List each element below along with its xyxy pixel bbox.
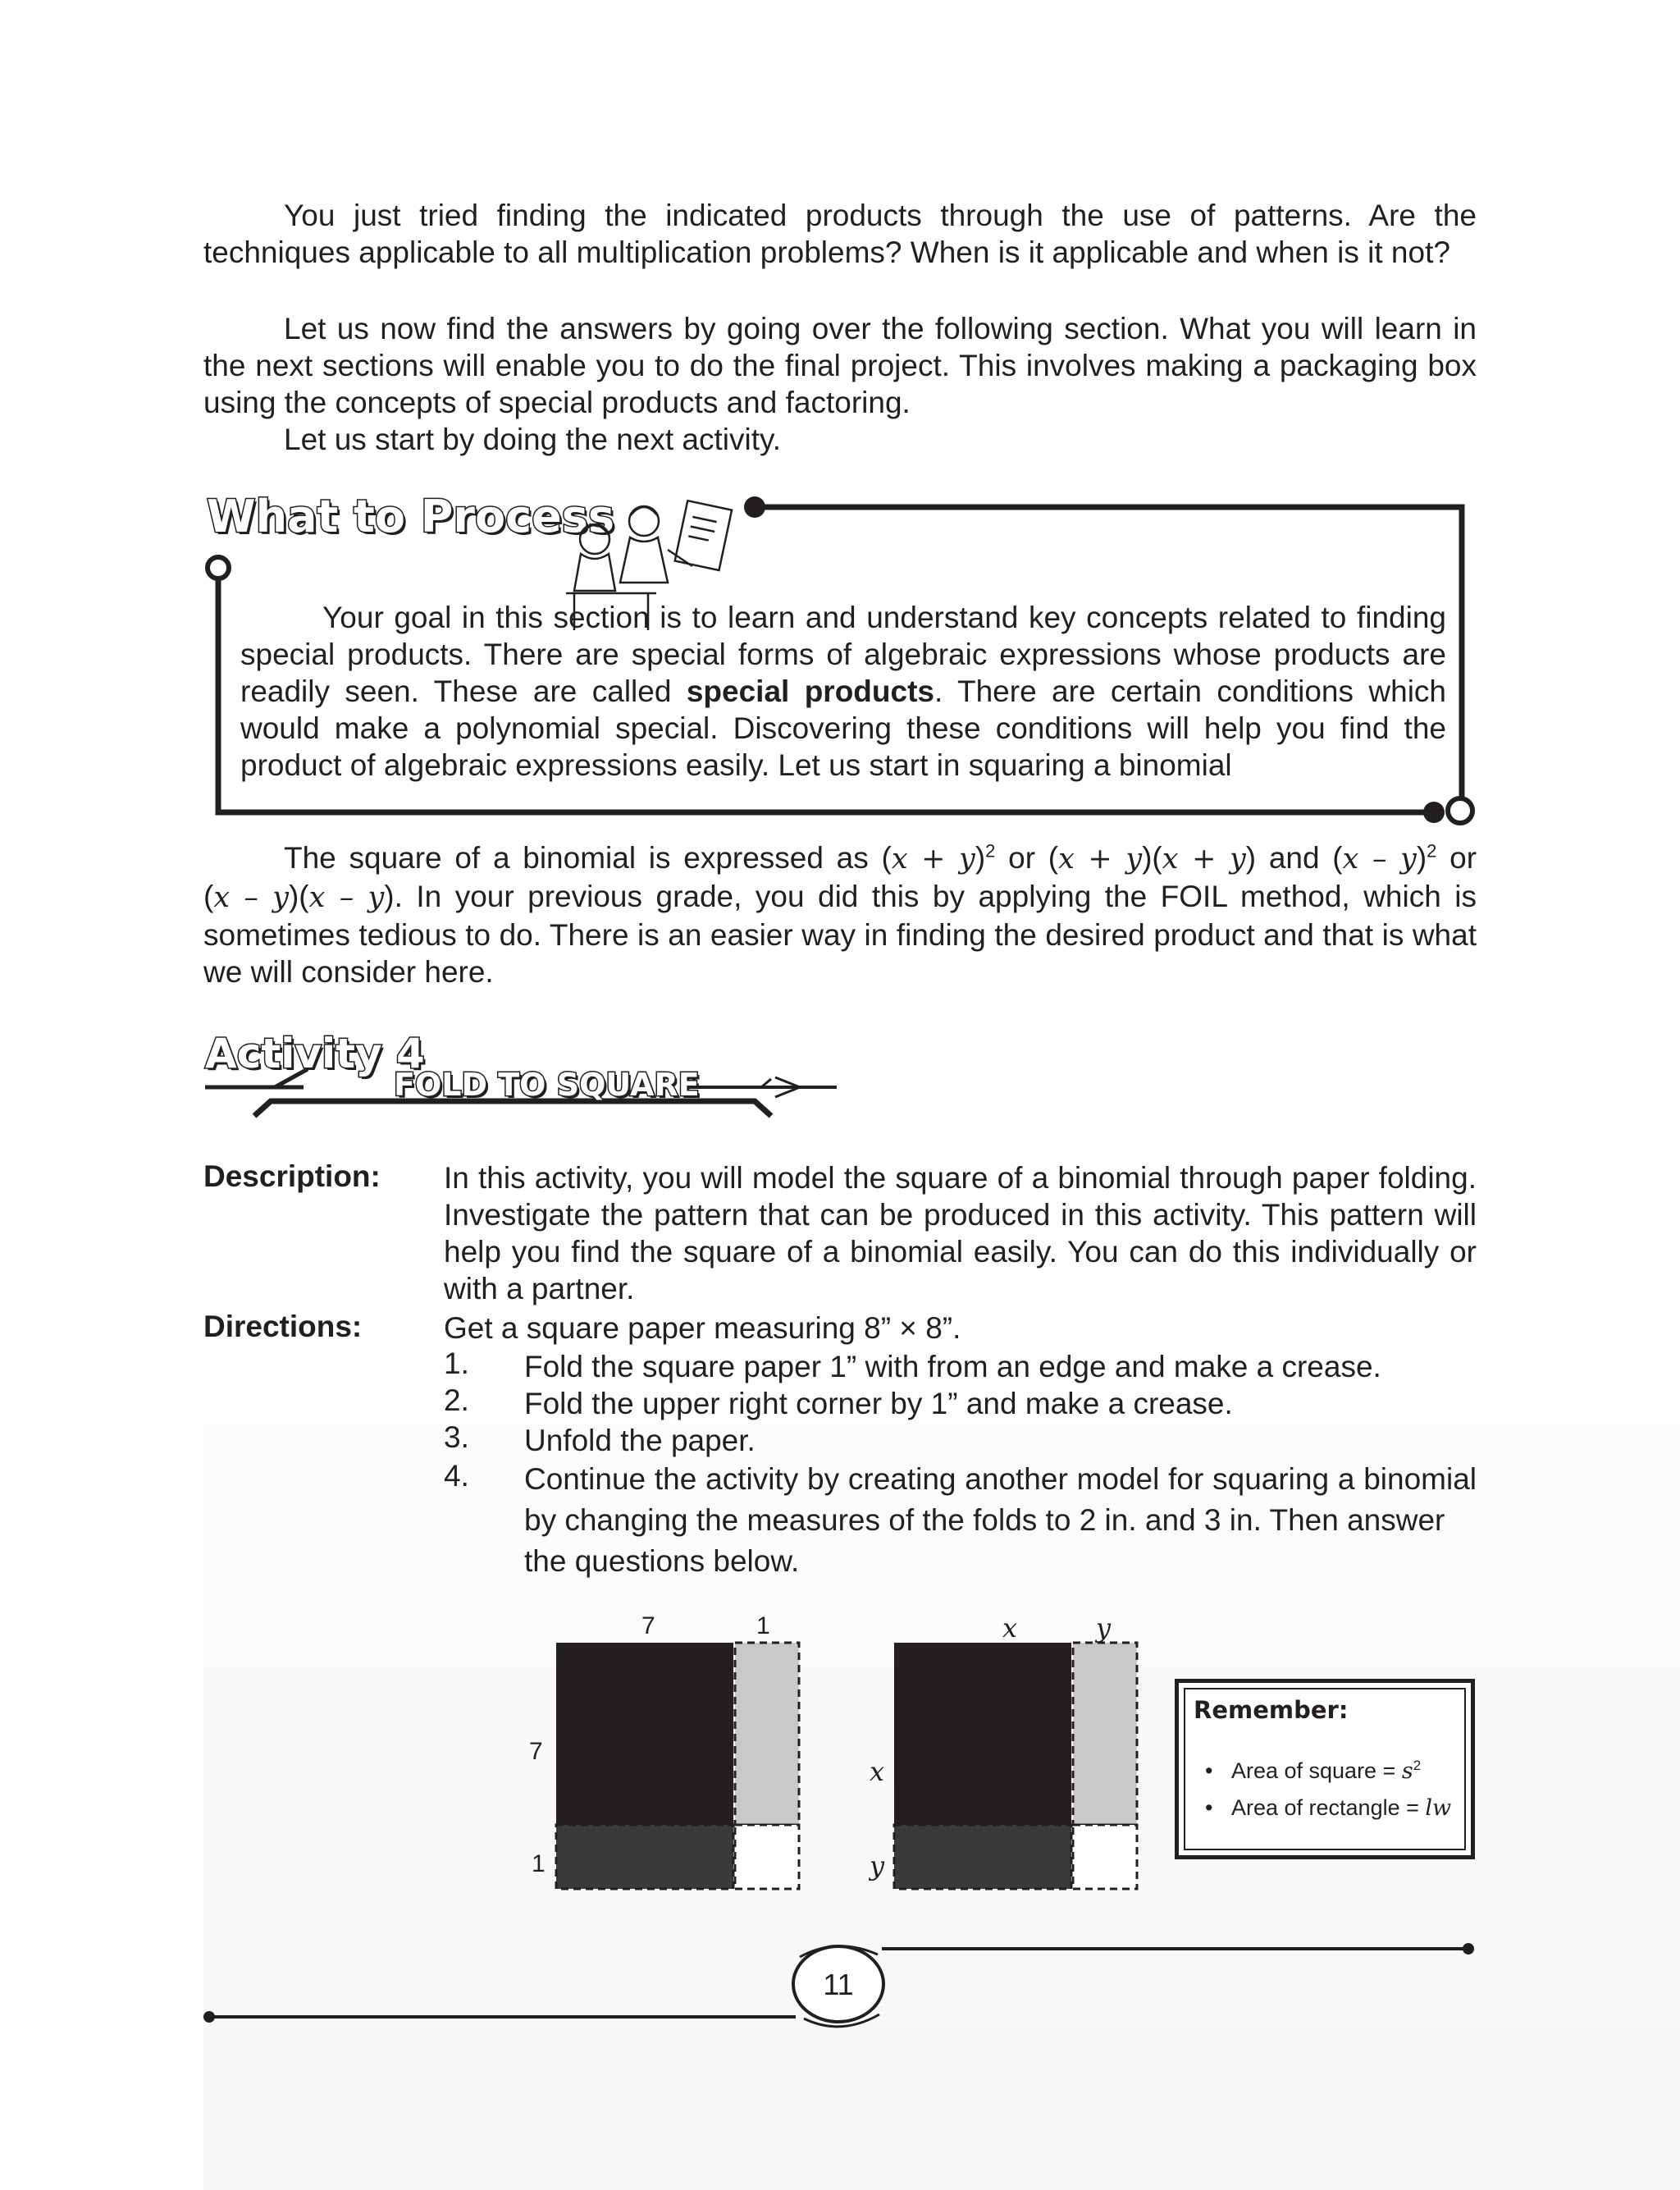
fig2-top-label-b: y (1096, 1612, 1112, 1644)
fig1-left-label-a: 7 (529, 1738, 543, 1765)
step-number: 3. (444, 1420, 469, 1454)
binomial-paragraph: The square of a binomial is expressed as $(x + y)^2$ or (x + y)(x + y) and (x – y)$^2$ or (x – y)(x – y). In your previous grade, you did this by applying the FOIL method, which is sometimes tedious to do. There is an easier way in finding the desired product and that is what we will consider here. (203, 840, 1477, 989)
remember-box (1175, 1679, 1475, 1859)
rectangle-bottom (556, 1825, 733, 1889)
what-to-process-title: What to Process (207, 491, 614, 542)
fig2-left-label-a: x (870, 1756, 885, 1787)
square-large (556, 1643, 733, 1825)
step-text: Unfold the paper. (524, 1424, 756, 1457)
activity-label: Activity 4 (205, 1030, 425, 1077)
special-products-term: special products (686, 674, 934, 708)
directions-label: Directions: (203, 1310, 363, 1343)
rectangle-bottom (894, 1825, 1071, 1889)
page-number: 11 (823, 1968, 854, 2001)
intro-paragraph-1: You just tried finding the indicated products through the use of patterns. Are the techniques applicable to all multiplication problems? When is it applicable and when is it not? (203, 199, 1477, 269)
step-number: 2. (444, 1383, 469, 1417)
activity-title: FOLD TO SQUARE (394, 1067, 700, 1103)
remember-title: Remember: (1194, 1696, 1349, 1724)
intro-paragraph-3: Let us start by doing the next activity. (284, 423, 782, 456)
step-text: Fold the upper right corner by 1” and make a crease. (524, 1387, 1233, 1420)
directions-intro: Get a square paper measuring 8” × 8”. (444, 1311, 961, 1345)
remember-item: • Area of square = $s^2$ (1205, 1758, 1422, 1784)
square-small (735, 1825, 799, 1889)
process-box-text: Your goal in this section is to learn and understand key concepts related to finding special products. There are special forms of algebraic expressions whose products are readily seen. These are called special products. There are certain conditions which would make a polynomial special. Discovering these conditions will help you find the product of algebraic expressions easily. Let us start in squaring a binomial (240, 601, 1446, 782)
square-small (1073, 1825, 1137, 1889)
fig2-top-label-a: x (1002, 1612, 1018, 1644)
rectangle-right (735, 1643, 799, 1825)
step-text: Fold the square paper 1” with from an edge and make a crease. (524, 1350, 1381, 1383)
fig1-top-label-a: 7 (641, 1612, 655, 1639)
fig2-left-label-b: y (870, 1850, 885, 1881)
step-number: 4. (444, 1459, 469, 1493)
activity-banner-arrow (697, 1071, 812, 1108)
fig1-top-label-b: 1 (756, 1612, 770, 1639)
square-large (894, 1643, 1071, 1825)
rectangle-right (1073, 1643, 1137, 1825)
fold-model-variables (892, 1641, 1144, 1892)
description-label: Description: (203, 1159, 381, 1193)
step-text: Continue the activity by creating another model for squaring a binomial by changing the measures of the folds to 2 in. and 3 in. Then answer the questions below. (524, 1462, 1477, 1578)
fold-model-numeric (555, 1641, 806, 1892)
fig1-left-label-b: 1 (532, 1850, 546, 1877)
intro-paragraph-2: Let us now find the answers by going over the following section. What you will learn in the next sections will enable you to do the final project. This involves making a packaging box using the concepts of special products and factoring. (203, 312, 1477, 419)
remember-item: • Area of rectangle = lw (1205, 1795, 1452, 1821)
description-text: In this activity, you will model the square of a binomial through paper folding. Investigate the pattern that can be produced in this activity. This pattern will help you find the square of a binomial easily. You can do this individually or with a partner. (444, 1161, 1477, 1305)
step-number: 1. (444, 1346, 469, 1380)
